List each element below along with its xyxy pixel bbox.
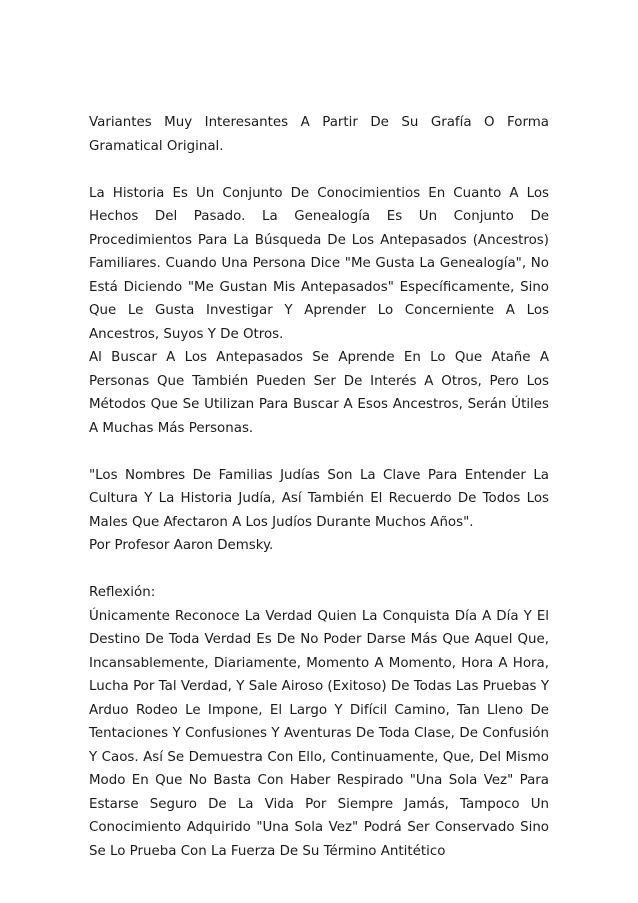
- section-heading-reflexion: Reflexión:: [89, 585, 156, 600]
- paragraph-quote: "Los Nombres De Familias Judías Son La Clave Para Entender La Cultura Y La Historia Judía, Así También El Recuerdo De Todos Los Males Que Afectaron A Los Judíos Durante Muchos Años".: [89, 467, 549, 530]
- paragraph-gap: [89, 558, 549, 582]
- paragraph-intro-continuation: Variantes Muy Interesantes A Partir De Su Grafía O Forma Gramatical Original.: [89, 115, 549, 154]
- paragraph-gap: [89, 158, 549, 182]
- paragraph-ancestors-search: Al Buscar A Los Antepasados Se Aprende En Lo Que Atañe A Personas Que También Pueden Ser De Interés A Otros, Pero Los Métodos Que Se Utilizan Para Buscar A Esos Ancestros, Serán Útiles A Muchas Más Personas.: [89, 350, 549, 436]
- paragraph-reflexion-body: Únicamente Reconoce La Verdad Quien La Conquista Día A Día Y El Destino De Toda Verdad Es De No Poder Darse Más Que Aquel Que, Incansablemente, Diariamente, Momento A Momento, Hora A Hora, Lucha Por Tal Verdad, Y Sale Airoso (Exitoso) De Todas Las Pruebas Y Arduo Rodeo Le Impone, El Largo Y Difícil Camino, Tan Lleno De Tentaciones Y Confusiones Y Aventuras De Toda Clase, De Confusión Y Caos. Así Se Demuestra Con Ello, Continuamente, Que, Del Mismo Modo En Que No Basta Con Haber Respirado "Una Sola Vez" Para Estarse Seguro De La Vida Por Siempre Jamás, Tampoco Un Conocimiento Adquirido "Una Sola Vez" Podrá Ser Conservado Sino Se Lo Prueba Con La Fuerza De Su Término Antitético: [89, 608, 549, 859]
- document-page: [89, 111, 549, 863]
- paragraph-history-genealogy: La Historia Es Un Conjunto De Conocimientios En Cuanto A Los Hechos Del Pasado. La Genealogía Es Un Conjunto De Procedimientos Para La Búsqueda De Los Antepasados (Ancestros) Familiares. Cuando Una Persona Dice "Me Gusta La Genealogía", No Está Diciendo "Me Gustan Mis Antepasados" Específicamente, Sino Que Le Gusta Investigar Y Aprender Lo Concerniente A Los Ancestros, Suyos Y De Otros.: [89, 185, 549, 342]
- paragraph-quote-author: Por Profesor Aaron Demsky.: [89, 538, 274, 553]
- paragraph-gap: [89, 440, 549, 464]
